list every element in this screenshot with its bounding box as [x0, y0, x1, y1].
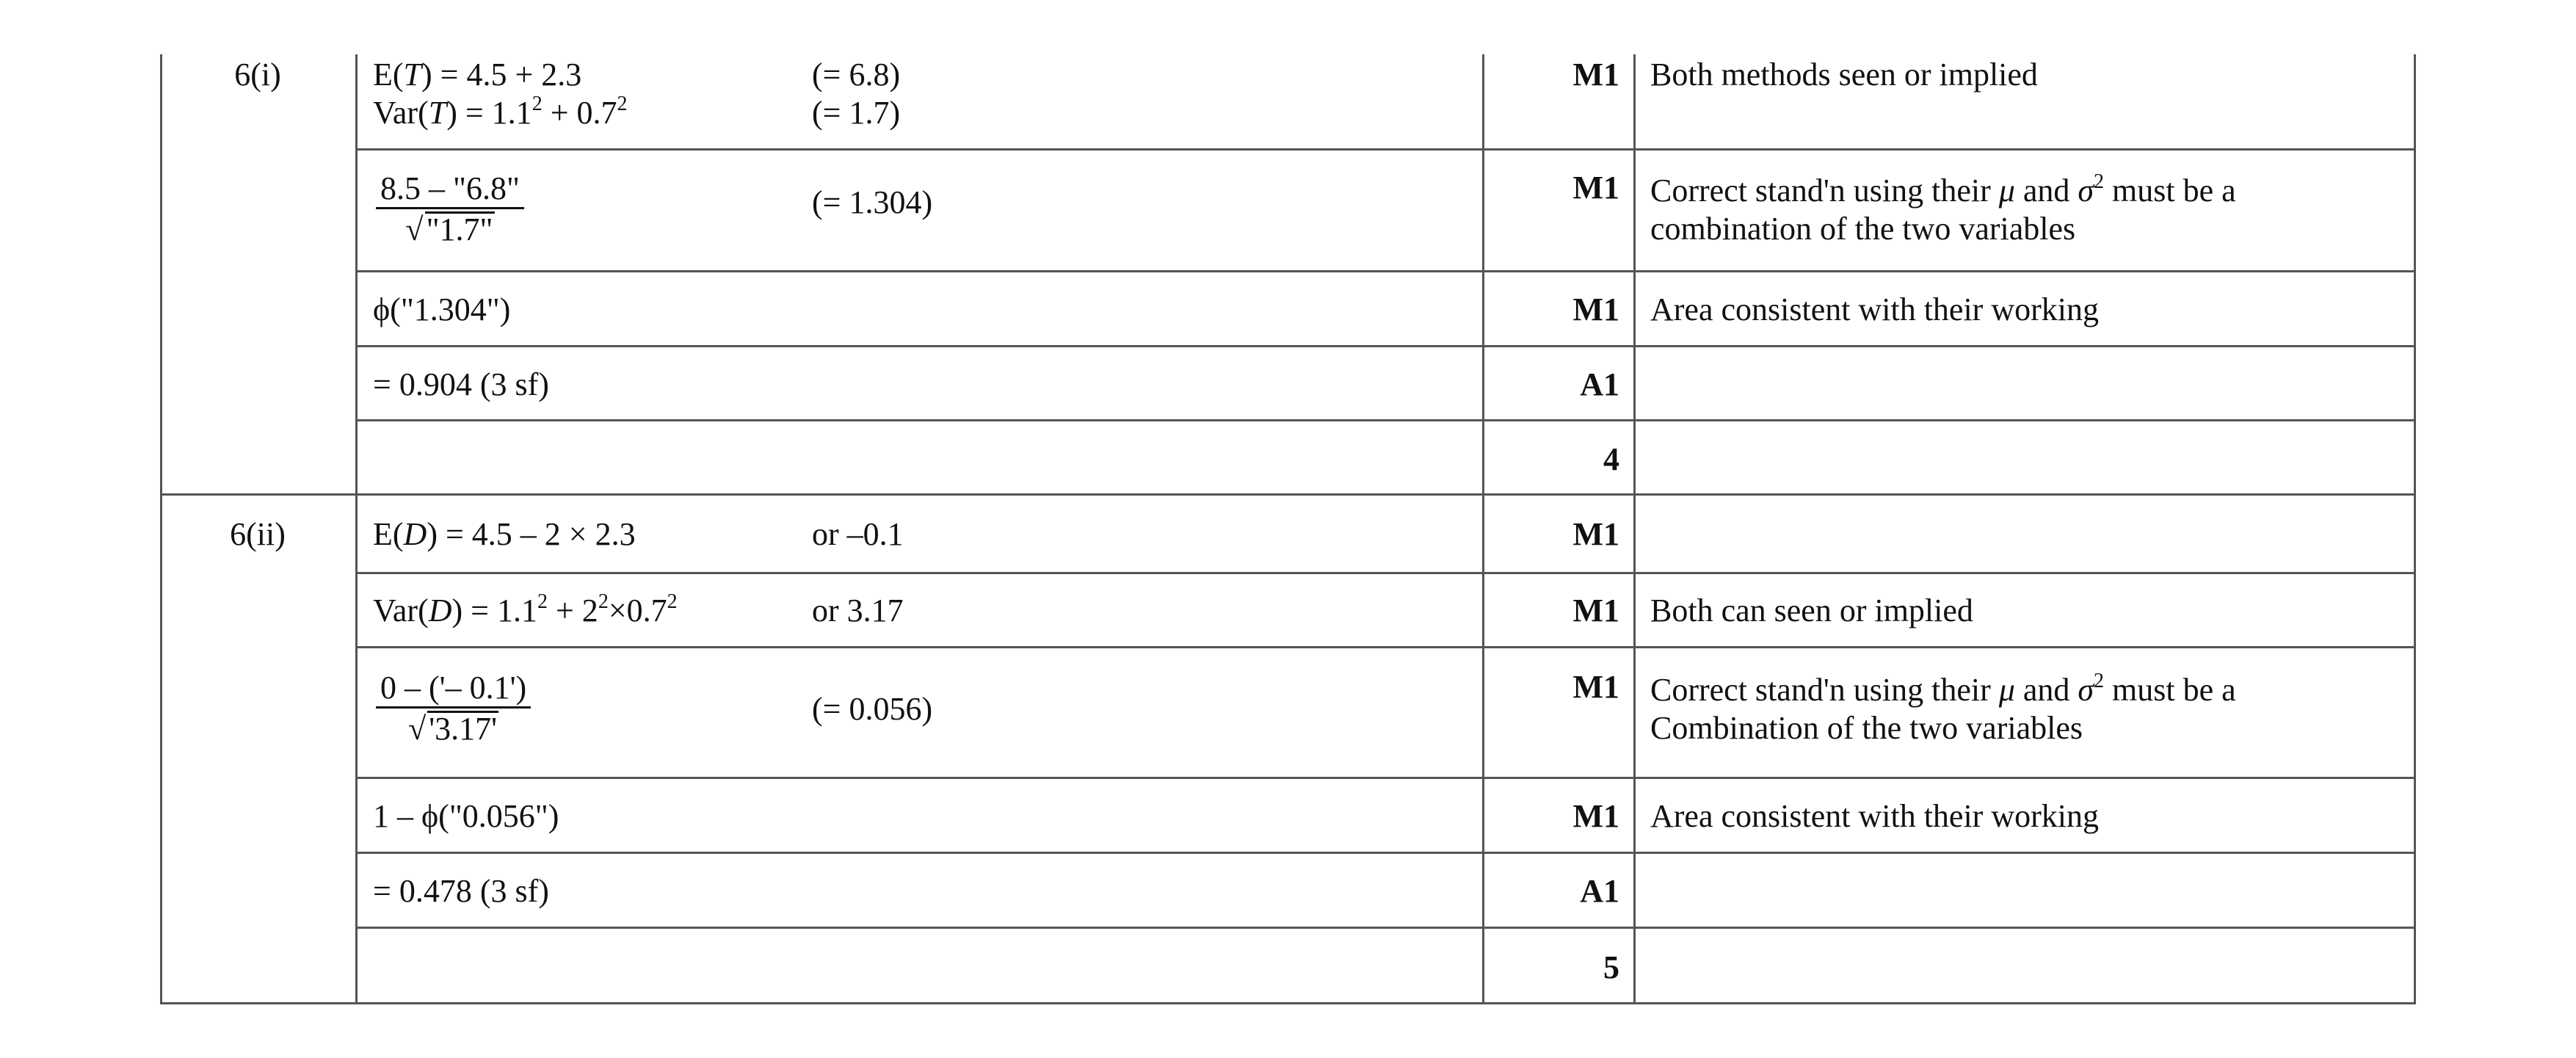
answer-note: (= 6.8): [812, 57, 901, 93]
guidance: Both can seen or implied: [1650, 593, 1973, 628]
row-divider: [355, 345, 2416, 347]
row-divider: [355, 148, 2416, 151]
question-column-divider: [355, 54, 358, 1004]
row-divider: [355, 419, 2416, 421]
row-divider: [355, 777, 2416, 779]
answer-column-divider: [1482, 54, 1484, 1004]
answer-note: or –0.1: [812, 516, 904, 552]
standardisation-fraction: [376, 170, 524, 250]
fraction-numerator: 8.5 – "6.8": [376, 170, 524, 209]
fraction-denominator: "1.7": [426, 211, 493, 247]
final-answer: = 0.904 (3 sf): [373, 366, 549, 402]
guidance: Combination of the two variables: [1650, 710, 2083, 746]
question-divider: [160, 493, 2416, 496]
total-marks: 5: [1603, 949, 1619, 985]
answer-note: (= 1.7): [812, 95, 901, 131]
mark: M1: [1572, 57, 1619, 93]
final-answer: = 0.478 (3 sf): [373, 873, 549, 909]
row-divider: [355, 646, 2416, 648]
mark: A1: [1580, 366, 1619, 402]
fraction-denominator: '3.17': [429, 711, 498, 747]
row-divider: [355, 927, 2416, 929]
mark: A1: [1580, 873, 1619, 909]
row-divider: [355, 270, 2416, 272]
answer-variance: $Var(D) = 1.1^2 + 2^2\times 0.7^2$: [373, 590, 678, 628]
answer-step: ϕ("1.304"): [373, 291, 511, 327]
mark: M1: [1572, 669, 1619, 705]
sqrt-icon: √: [408, 711, 427, 747]
question-label: 6(ii): [230, 516, 286, 552]
standardisation-fraction: [376, 670, 531, 750]
answer-step: 1 – ϕ("0.056"): [373, 798, 559, 834]
mark: M1: [1572, 291, 1619, 327]
answer-note: (= 1.304): [812, 184, 933, 220]
sqrt-icon: √: [405, 211, 424, 247]
mark: M1: [1572, 798, 1619, 834]
fraction-numerator: 0 – ('– 0.1'): [376, 670, 531, 709]
guidance: Correct stand'n using their μ and $\sigma^2$ must be a: [1650, 170, 2236, 209]
guidance: Area consistent with their working: [1650, 798, 2099, 834]
marks-column-divider: [1633, 54, 1636, 1004]
answer-note: or 3.17: [812, 593, 904, 628]
guidance: Area consistent with their working: [1650, 291, 2099, 327]
question-label: 6(i): [234, 57, 281, 93]
answer-note: (= 0.056): [812, 691, 933, 727]
guidance: Both methods seen or implied: [1650, 57, 2038, 93]
table-border-bottom: [160, 1002, 2416, 1004]
mark: M1: [1572, 593, 1619, 628]
guidance: combination of the two variables: [1650, 211, 2076, 247]
mark: M1: [1572, 170, 1619, 206]
answer-expectation: E(D) = 4.5 – 2 × 2.3: [373, 516, 636, 552]
row-divider: [355, 852, 2416, 854]
total-marks: 4: [1603, 441, 1619, 477]
row-divider: [355, 572, 2416, 574]
answer-expectation: E(T) = 4.5 + 2.3: [373, 57, 582, 93]
mark: M1: [1572, 516, 1619, 552]
answer-variance: $Var(T) = 1.1^2 + 0.7^2$: [373, 93, 628, 131]
table-border-right: [2414, 54, 2416, 1004]
guidance: Correct stand'n using their μ and $\sigma^2$ must be a: [1650, 670, 2236, 708]
